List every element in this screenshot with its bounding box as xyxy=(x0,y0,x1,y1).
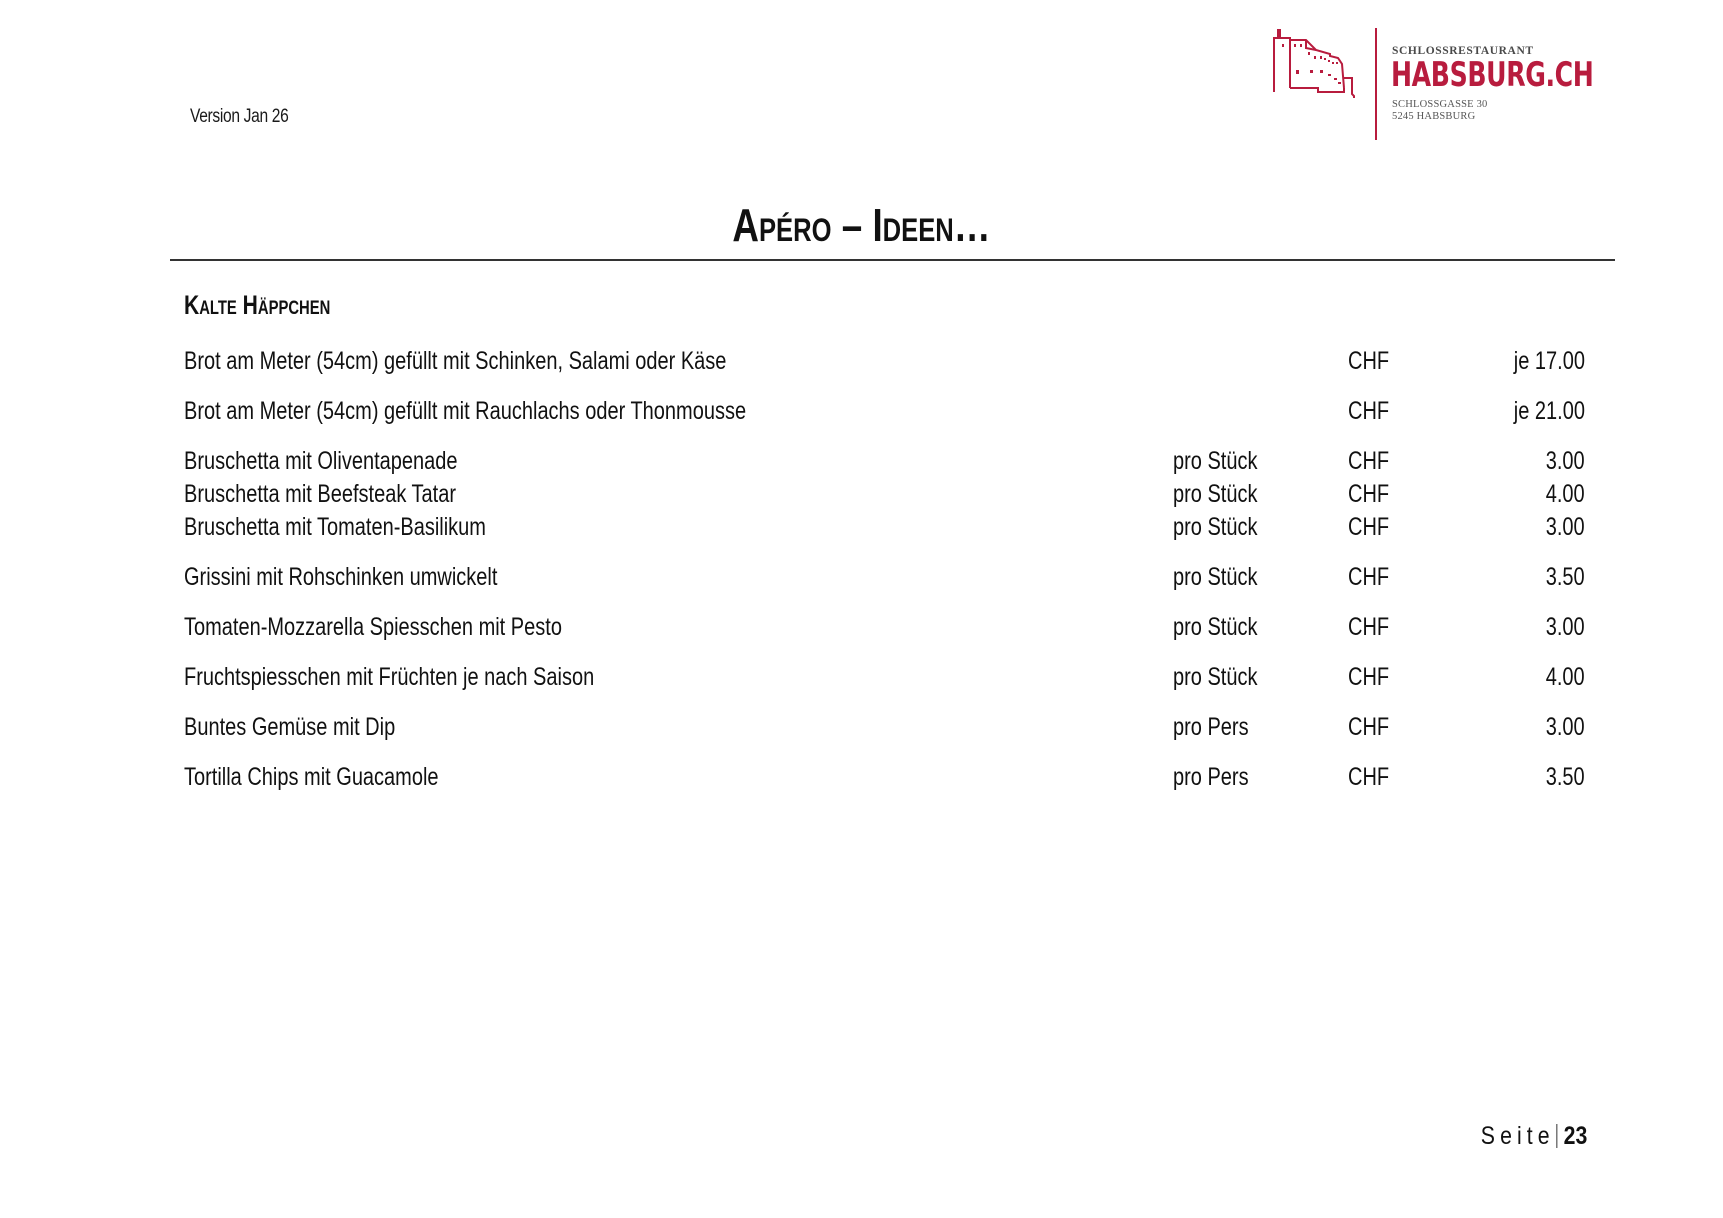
menu-item-name: Tortilla Chips mit Guacamole xyxy=(184,763,439,791)
menu-item xyxy=(0,562,1723,592)
menu-item xyxy=(0,346,1723,376)
menu-item xyxy=(0,662,1723,692)
menu-item-unit: pro Pers xyxy=(1173,763,1249,791)
menu-item-price: 3.50 xyxy=(1546,763,1585,791)
menu-item-currency: CHF xyxy=(1348,480,1390,508)
menu-item-price: 3.00 xyxy=(1546,513,1585,541)
title-divider xyxy=(170,259,1615,261)
menu-item-price: 3.50 xyxy=(1546,563,1585,591)
menu-item xyxy=(0,612,1723,642)
menu-item-name: Bruschetta mit Tomaten-Basilikum xyxy=(184,513,486,541)
menu-item-unit: pro Stück xyxy=(1173,663,1258,691)
menu-item-currency: CHF xyxy=(1348,347,1390,375)
menu-item-currency: CHF xyxy=(1348,613,1390,641)
page-indicator xyxy=(1480,1121,1587,1151)
menu-item-price: je 17.00 xyxy=(1513,347,1585,375)
section-heading: Kalte Häppchen xyxy=(184,290,331,320)
menu-item-price: je 21.00 xyxy=(1513,397,1585,425)
menu-item-price: 3.00 xyxy=(1546,713,1585,741)
logo-divider xyxy=(1375,28,1377,140)
page-label: Seite xyxy=(1480,1122,1555,1150)
menu-item-name: Bruschetta mit Beefsteak Tatar xyxy=(184,480,456,508)
menu-item-name: Bruschetta mit Oliventapenade xyxy=(184,447,458,475)
menu-item-currency: CHF xyxy=(1348,397,1390,425)
menu-item-name: Grissini mit Rohschinken umwickelt xyxy=(184,563,498,591)
page-number: 23 xyxy=(1563,1122,1587,1150)
menu-item-price: 4.00 xyxy=(1546,480,1585,508)
menu-item-unit: pro Pers xyxy=(1173,713,1249,741)
menu-item xyxy=(0,479,1723,509)
menu-item xyxy=(0,396,1723,426)
menu-item-name: Fruchtspiesschen mit Früchten je nach Saison xyxy=(184,663,595,691)
menu-item xyxy=(0,512,1723,542)
page-separator xyxy=(1556,1124,1557,1148)
menu-item-name: Brot am Meter (54cm) gefüllt mit Rauchlachs oder Thonmousse xyxy=(184,397,747,425)
version-label: Version Jan 26 xyxy=(190,106,289,127)
menu-item-price: 3.00 xyxy=(1546,613,1585,641)
logo-address-street: SCHLOSSGASSE 30 xyxy=(1392,99,1488,110)
menu-item-currency: CHF xyxy=(1348,513,1390,541)
logo-name: HABSBURG.CH xyxy=(1391,55,1594,95)
menu-item-unit: pro Stück xyxy=(1173,480,1258,508)
castle-icon xyxy=(1272,26,1372,110)
menu-item-name: Tomaten-Mozzarella Spiesschen mit Pesto xyxy=(184,613,562,641)
menu-item xyxy=(0,712,1723,742)
logo-tagline: SCHLOSSRESTAURANT xyxy=(1392,45,1534,57)
menu-item-currency: CHF xyxy=(1348,563,1390,591)
restaurant-logo xyxy=(1272,26,1612,142)
menu-item-name: Buntes Gemüse mit Dip xyxy=(184,713,396,741)
menu-item xyxy=(0,762,1723,792)
menu-item-unit: pro Stück xyxy=(1173,447,1258,475)
menu-item-unit: pro Stück xyxy=(1173,513,1258,541)
menu-item-price: 3.00 xyxy=(1546,447,1585,475)
menu-item-currency: CHF xyxy=(1348,663,1390,691)
menu-item-unit: pro Stück xyxy=(1173,613,1258,641)
menu-item-currency: CHF xyxy=(1348,713,1390,741)
menu-item-currency: CHF xyxy=(1348,763,1390,791)
menu-item xyxy=(0,446,1723,476)
logo-address-city: 5245 HABSBURG xyxy=(1392,111,1476,122)
menu-item-unit: pro Stück xyxy=(1173,563,1258,591)
menu-item-price: 4.00 xyxy=(1546,663,1585,691)
menu-item-name: Brot am Meter (54cm) gefüllt mit Schinken, Salami oder Käse xyxy=(184,347,727,375)
menu-item-currency: CHF xyxy=(1348,447,1390,475)
page-title: Apéro – Ideen… xyxy=(732,199,991,251)
